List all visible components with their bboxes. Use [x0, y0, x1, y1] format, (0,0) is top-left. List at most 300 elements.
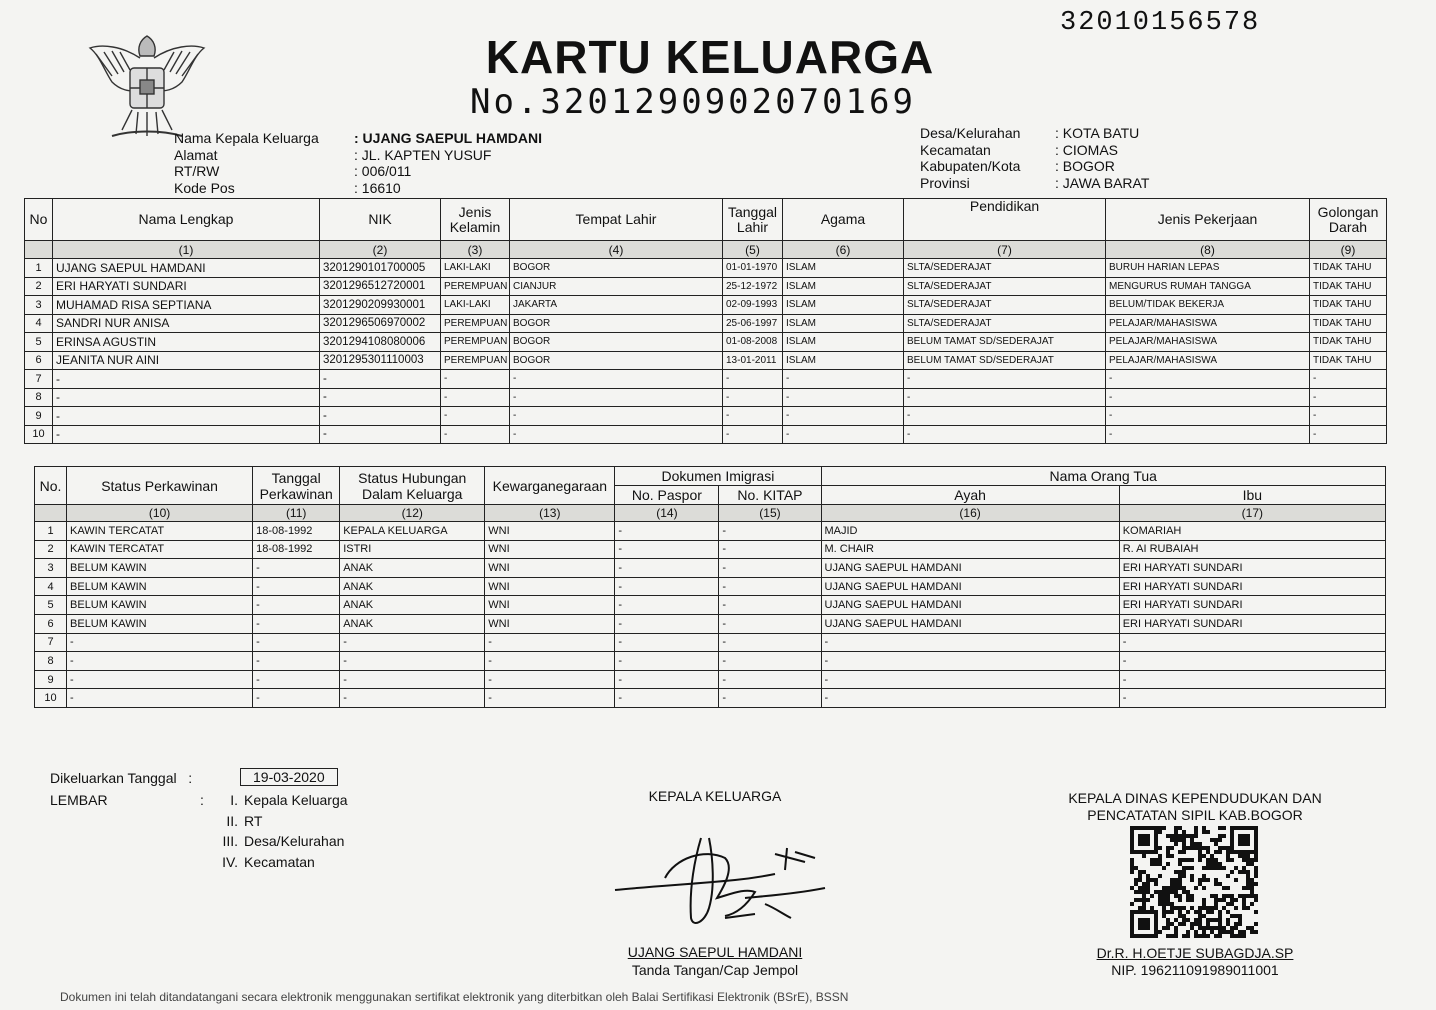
table-cell: BELUM TAMAT SD/SEDERAJAT — [904, 333, 1106, 352]
table-cell: WNI — [485, 577, 615, 596]
table-cell: 18-08-1992 — [253, 522, 340, 541]
column-index: (13) — [485, 505, 615, 522]
column-index: (12) — [340, 505, 485, 522]
col-header: Kewarganegaraan — [485, 467, 615, 505]
table-row — [35, 633, 1386, 652]
column-index: (10) — [67, 505, 253, 522]
table-cell: WNI — [485, 596, 615, 615]
table-cell: MUHAMAD RISA SEPTIANA — [53, 296, 320, 315]
table-cell: 1 — [35, 522, 67, 541]
column-index-row — [25, 241, 1387, 259]
table-cell: BOGOR — [510, 259, 723, 278]
roman-numeral: IV. — [222, 853, 238, 870]
table-cell: - — [615, 596, 719, 615]
column-index: (17) — [1119, 505, 1385, 522]
list-item — [200, 790, 348, 811]
header-row-province — [920, 175, 1149, 192]
table-cell: 8 — [25, 388, 53, 407]
table-cell: 3201290101700005 — [320, 259, 441, 278]
table-cell: - — [510, 425, 723, 444]
table-cell: 3201295301110003 — [320, 351, 441, 370]
table-cell: - — [615, 614, 719, 633]
table-cell: - — [904, 407, 1106, 426]
table-cell: WNI — [485, 540, 615, 559]
table-cell: - — [253, 614, 340, 633]
col-header: Status Hubungan Dalam Keluarga — [340, 467, 485, 505]
table-cell: 01-01-1970 — [723, 259, 783, 278]
table-cell: 02-09-1993 — [723, 296, 783, 315]
table-cell: KOMARIAH — [1119, 522, 1385, 541]
signature-caption: Tanda Tangan/Cap Jempol — [631, 962, 799, 978]
table-cell: 6 — [35, 614, 67, 633]
table-cell: - — [723, 370, 783, 389]
family-status-body — [35, 505, 1386, 708]
table-cell: BOGOR — [510, 351, 723, 370]
table-cell: WNI — [485, 559, 615, 578]
table-cell: - — [1119, 633, 1385, 652]
table-cell: UJANG SAEPUL HAMDANI — [53, 259, 320, 278]
official-name: Dr.R. H.OETJE SUBAGDJA.SP — [1096, 945, 1294, 961]
table-cell: PEREMPUAN — [441, 351, 510, 370]
family-members-table — [24, 198, 1387, 444]
sheet-label: LEMBAR — [50, 792, 108, 808]
header-label: Alamat — [174, 146, 218, 163]
table-cell: 18-08-1992 — [253, 540, 340, 559]
table-row — [25, 425, 1387, 444]
table-row — [25, 314, 1387, 333]
table-cell: PEREMPUAN — [441, 314, 510, 333]
table-cell: - — [1119, 670, 1385, 689]
table-cell: - — [441, 425, 510, 444]
table-cell: M. CHAIR — [821, 540, 1119, 559]
column-index: (8) — [1106, 241, 1310, 259]
list-item — [200, 831, 348, 852]
header-label: Desa/Kelurahan — [920, 125, 1021, 141]
table-cell: - — [1106, 407, 1310, 426]
col-header: No. — [35, 467, 67, 505]
header-value: : UJANG SAEPUL HAMDANI — [354, 130, 542, 146]
table-cell: - — [510, 407, 723, 426]
table-cell: - — [340, 670, 485, 689]
table-cell: - — [615, 522, 719, 541]
column-index: (1) — [53, 241, 320, 259]
header-label: Kabupaten/Kota — [920, 158, 1021, 174]
table-cell: 5 — [35, 596, 67, 615]
household-header-right — [920, 125, 1149, 191]
header-row-address — [174, 147, 542, 164]
column-index — [35, 505, 67, 522]
table-cell: LAKI-LAKI — [441, 296, 510, 315]
table-row — [35, 652, 1386, 671]
table-cell: R. AI RUBAIAH — [1119, 540, 1385, 559]
table-cell: - — [67, 689, 253, 708]
table-cell: 2 — [25, 277, 53, 296]
table-cell: - — [1119, 652, 1385, 671]
table-cell: - — [719, 577, 821, 596]
table-cell: - — [53, 407, 320, 426]
table-cell: BOGOR — [510, 333, 723, 352]
issued-label-text: Dikeluarkan Tanggal — [50, 770, 177, 786]
table-cell: SLTA/SEDERAJAT — [904, 277, 1106, 296]
col-header: Ayah — [821, 486, 1119, 505]
table-cell: BELUM KAWIN — [67, 596, 253, 615]
table-cell: ISLAM — [783, 296, 904, 315]
col-header: Tempat Lahir — [510, 199, 723, 241]
col-header: Tanggal Lahir — [723, 199, 783, 241]
table-cell: ISLAM — [783, 314, 904, 333]
table-cell: 7 — [35, 633, 67, 652]
table-cell: BELUM KAWIN — [67, 577, 253, 596]
issued-date-label — [50, 770, 192, 786]
table-cell: - — [821, 652, 1119, 671]
table-cell: - — [615, 540, 719, 559]
roman-numeral: I. — [230, 792, 238, 808]
table-cell: BELUM KAWIN — [67, 559, 253, 578]
table-cell: 3201294108080006 — [320, 333, 441, 352]
table-row — [25, 388, 1387, 407]
table-cell: BELUM KAWIN — [67, 614, 253, 633]
col-header: Status Perkawinan — [67, 467, 253, 505]
table-row — [35, 689, 1386, 708]
table-cell: - — [723, 388, 783, 407]
table-cell: - — [253, 652, 340, 671]
column-index: (2) — [320, 241, 441, 259]
list-item — [200, 811, 348, 832]
copy-recipient: Kepala Keluarga — [244, 792, 348, 808]
table-cell: MAJID — [821, 522, 1119, 541]
table-cell: TIDAK TAHU — [1310, 296, 1387, 315]
table-cell: - — [821, 689, 1119, 708]
column-index: (4) — [510, 241, 723, 259]
table-cell: - — [719, 670, 821, 689]
header-label: Kode Pos — [174, 179, 235, 196]
table-cell: KAWIN TERCATAT — [67, 540, 253, 559]
table-cell: - — [615, 670, 719, 689]
column-index: (6) — [783, 241, 904, 259]
family-status-table — [34, 466, 1386, 708]
header-value: : BOGOR — [1055, 158, 1115, 174]
header-label: Provinsi — [920, 174, 970, 191]
table-row — [25, 333, 1387, 352]
table-cell: - — [320, 407, 441, 426]
table-cell: - — [719, 522, 821, 541]
table-cell: - — [253, 559, 340, 578]
header-row-head — [174, 130, 542, 147]
col-header: Tanggal Perkawinan — [253, 467, 340, 505]
table-cell: ERI HARYATI SUNDARI — [53, 277, 320, 296]
table-cell: 9 — [25, 407, 53, 426]
table-cell: 10 — [25, 425, 53, 444]
table-cell: - — [253, 670, 340, 689]
copy-recipient: Kecamatan — [244, 853, 315, 870]
table-cell: PELAJAR/MAHASISWA — [1106, 333, 1310, 352]
table-cell: - — [441, 388, 510, 407]
official-title-line: KEPALA DINAS KEPENDUDUKAN DAN — [1068, 790, 1322, 806]
table-cell: - — [53, 370, 320, 389]
document-serial: 32010156578 — [1060, 8, 1261, 38]
table-cell: - — [783, 425, 904, 444]
table-cell: PEREMPUAN — [441, 277, 510, 296]
table-row — [25, 296, 1387, 315]
table-cell: 3201296506970002 — [320, 314, 441, 333]
table-cell: JAKARTA — [510, 296, 723, 315]
table-cell: 13-01-2011 — [723, 351, 783, 370]
table-cell: ANAK — [340, 614, 485, 633]
table-row — [25, 277, 1387, 296]
table-row — [25, 370, 1387, 389]
table-cell: - — [723, 425, 783, 444]
table-cell: - — [615, 652, 719, 671]
column-index — [25, 241, 53, 259]
table-row — [35, 540, 1386, 559]
table-cell: - — [253, 577, 340, 596]
table-cell: 25-06-1997 — [723, 314, 783, 333]
table-cell: - — [1119, 689, 1385, 708]
col-header: No. Paspor — [615, 486, 719, 505]
table-cell: - — [615, 577, 719, 596]
table-cell: - — [441, 407, 510, 426]
table-cell: - — [510, 388, 723, 407]
table-row — [35, 577, 1386, 596]
table-cell: - — [1106, 388, 1310, 407]
table-row — [25, 351, 1387, 370]
table-cell: - — [719, 540, 821, 559]
table-cell: TIDAK TAHU — [1310, 333, 1387, 352]
table-cell: ERI HARYATI SUNDARI — [1119, 559, 1385, 578]
table-cell: 6 — [25, 351, 53, 370]
col-header: Jenis Pekerjaan — [1106, 199, 1310, 241]
table-cell: - — [441, 370, 510, 389]
table-cell: - — [340, 689, 485, 708]
table-cell: - — [615, 559, 719, 578]
issued-date-value: 19-03-2020 — [240, 768, 338, 786]
table-cell: KEPALA KELUARGA — [340, 522, 485, 541]
table-cell: - — [485, 689, 615, 708]
table-cell: 9 — [35, 670, 67, 689]
table-cell: TIDAK TAHU — [1310, 351, 1387, 370]
header-row-postcode — [174, 180, 542, 197]
table-cell: CIANJUR — [510, 277, 723, 296]
table-cell: - — [723, 407, 783, 426]
table-cell: 7 — [25, 370, 53, 389]
table-row — [35, 614, 1386, 633]
bottom-note: Dokumen ini telah ditandatangani secara elektronik menggunakan sertifikat elektronik yang diterbitkan oleh Balai Sertifikasi Elektronik (BSrE), BSSN — [60, 990, 849, 1004]
table-cell: 3 — [25, 296, 53, 315]
table-cell: - — [719, 614, 821, 633]
table-cell: - — [67, 670, 253, 689]
table-cell: 2 — [35, 540, 67, 559]
table-cell: WNI — [485, 522, 615, 541]
table-cell: ISLAM — [783, 333, 904, 352]
qr-code-icon — [1130, 826, 1258, 938]
table-cell: BOGOR — [510, 314, 723, 333]
table-cell: 10 — [35, 689, 67, 708]
table-cell: ANAK — [340, 559, 485, 578]
column-index: (5) — [723, 241, 783, 259]
table-cell: - — [320, 425, 441, 444]
table-cell: - — [1106, 370, 1310, 389]
table-cell: - — [719, 596, 821, 615]
table-cell: - — [510, 370, 723, 389]
table-cell: SANDRI NUR ANISA — [53, 314, 320, 333]
table-cell: ISLAM — [783, 277, 904, 296]
col-header: Pendidikan — [904, 199, 1106, 241]
family-card-number: No.3201290902070169 — [470, 82, 916, 122]
column-index: (3) — [441, 241, 510, 259]
roman-numeral: III. — [222, 833, 238, 849]
table-cell: ANAK — [340, 596, 485, 615]
column-index: (16) — [821, 505, 1119, 522]
official-title-line: PENCATATAN SIPIL KAB.BOGOR — [1087, 807, 1303, 823]
table-cell: - — [67, 633, 253, 652]
table-cell: 4 — [25, 314, 53, 333]
table-cell: - — [904, 388, 1106, 407]
roman-numeral: II. — [226, 812, 238, 829]
table-cell: UJANG SAEPUL HAMDANI — [821, 577, 1119, 596]
table-cell: 5 — [25, 333, 53, 352]
copy-recipient: RT — [244, 812, 263, 829]
table-cell: - — [1310, 425, 1387, 444]
table-cell: - — [1310, 388, 1387, 407]
table-cell: - — [719, 652, 821, 671]
column-index: (14) — [615, 505, 719, 522]
list-item — [200, 852, 348, 873]
table-cell: LAKI-LAKI — [441, 259, 510, 278]
table-row — [35, 670, 1386, 689]
table-cell: SLTA/SEDERAJAT — [904, 314, 1106, 333]
table-cell: - — [1310, 407, 1387, 426]
table-cell: TIDAK TAHU — [1310, 259, 1387, 278]
table-header-row — [25, 199, 1387, 241]
column-index: (11) — [253, 505, 340, 522]
table-cell: - — [904, 370, 1106, 389]
table-cell: PEREMPUAN — [441, 333, 510, 352]
header-value: : KOTA BATU — [1055, 125, 1140, 141]
table-cell: SLTA/SEDERAJAT — [904, 259, 1106, 278]
header-label: Kecamatan — [920, 141, 991, 158]
table-cell: - — [904, 425, 1106, 444]
header-label: RT/RW — [174, 163, 220, 179]
official-nip: NIP. 196211091989011001 — [1111, 962, 1279, 978]
table-cell: UJANG SAEPUL HAMDANI — [821, 614, 1119, 633]
table-cell: KAWIN TERCATAT — [67, 522, 253, 541]
garuda-emblem-icon — [82, 26, 212, 146]
table-cell: - — [821, 633, 1119, 652]
family-members-body — [25, 241, 1387, 444]
colon: : — [188, 770, 193, 786]
header-row-rtrw — [174, 163, 542, 180]
col-header: Nama Orang Tua — [821, 467, 1386, 486]
column-index: (7) — [904, 241, 1106, 259]
table-cell: ISLAM — [783, 259, 904, 278]
table-cell: - — [320, 370, 441, 389]
table-cell: ERI HARYATI SUNDARI — [1119, 614, 1385, 633]
table-cell: PELAJAR/MAHASISWA — [1106, 351, 1310, 370]
table-cell: ANAK — [340, 577, 485, 596]
head-of-family-title: KEPALA KELUARGA — [648, 788, 782, 804]
household-header-left — [174, 130, 542, 196]
table-cell: - — [615, 633, 719, 652]
col-header: Jenis Kelamin — [441, 199, 510, 241]
table-cell: - — [485, 670, 615, 689]
table-cell: TIDAK TAHU — [1310, 314, 1387, 333]
header-row-regency — [920, 158, 1149, 175]
table-cell: 01-08-2008 — [723, 333, 783, 352]
col-header: Dokumen Imigrasi — [615, 467, 821, 486]
header-value: : JAWA BARAT — [1055, 174, 1150, 191]
col-header: Nama Lengkap — [53, 199, 320, 241]
table-cell: - — [719, 689, 821, 708]
table-cell: UJANG SAEPUL HAMDANI — [821, 596, 1119, 615]
table-cell: - — [821, 670, 1119, 689]
col-header: No — [25, 199, 53, 241]
table-header-row — [35, 467, 1386, 486]
table-cell: WNI — [485, 614, 615, 633]
sheet-copies-list — [200, 790, 348, 872]
table-cell: - — [253, 596, 340, 615]
table-cell: 8 — [35, 652, 67, 671]
table-cell: - — [53, 388, 320, 407]
table-cell: - — [1106, 425, 1310, 444]
table-cell: - — [320, 388, 441, 407]
table-cell: - — [485, 652, 615, 671]
col-header: No. KITAP — [719, 486, 821, 505]
header-row-district — [920, 142, 1149, 159]
column-index: (15) — [719, 505, 821, 522]
table-cell: ERI HARYATI SUNDARI — [1119, 596, 1385, 615]
head-of-family-name: UJANG SAEPUL HAMDANI — [627, 944, 803, 960]
header-row-village — [920, 125, 1149, 142]
table-cell: ERINSA AGUSTIN — [53, 333, 320, 352]
table-row — [35, 596, 1386, 615]
table-cell: - — [783, 388, 904, 407]
col-header: Ibu — [1119, 486, 1385, 505]
table-cell: ISLAM — [783, 351, 904, 370]
handwritten-signature-icon — [605, 818, 845, 938]
official-title — [1040, 790, 1350, 824]
table-cell: ERI HARYATI SUNDARI — [1119, 577, 1385, 596]
col-header: Golongan Darah — [1310, 199, 1387, 241]
table-row — [35, 522, 1386, 541]
table-cell: - — [340, 633, 485, 652]
colon-lembar: : — [200, 792, 204, 808]
table-row — [35, 559, 1386, 578]
table-cell: - — [253, 633, 340, 652]
table-cell: BELUM TAMAT SD/SEDERAJAT — [904, 351, 1106, 370]
table-cell: SLTA/SEDERAJAT — [904, 296, 1106, 315]
table-cell: PELAJAR/MAHASISWA — [1106, 314, 1310, 333]
table-cell: MENGURUS RUMAH TANGGA — [1106, 277, 1310, 296]
table-cell: TIDAK TAHU — [1310, 277, 1387, 296]
table-cell: - — [53, 425, 320, 444]
table-row — [25, 259, 1387, 278]
header-value: : 16610 — [354, 179, 401, 196]
col-header: Agama — [783, 199, 904, 241]
table-cell: BURUH HARIAN LEPAS — [1106, 259, 1310, 278]
table-cell: 3201296512720001 — [320, 277, 441, 296]
document-title: KARTU KELUARGA — [485, 31, 935, 83]
table-cell: 3 — [35, 559, 67, 578]
table-cell: - — [253, 689, 340, 708]
table-cell: - — [783, 407, 904, 426]
header-value: : JL. KAPTEN YUSUF — [354, 146, 492, 163]
table-row — [25, 407, 1387, 426]
col-header: NIK — [320, 199, 441, 241]
table-cell: - — [615, 689, 719, 708]
table-cell: BELUM/TIDAK BEKERJA — [1106, 296, 1310, 315]
table-cell: UJANG SAEPUL HAMDANI — [821, 559, 1119, 578]
table-cell: - — [1310, 370, 1387, 389]
